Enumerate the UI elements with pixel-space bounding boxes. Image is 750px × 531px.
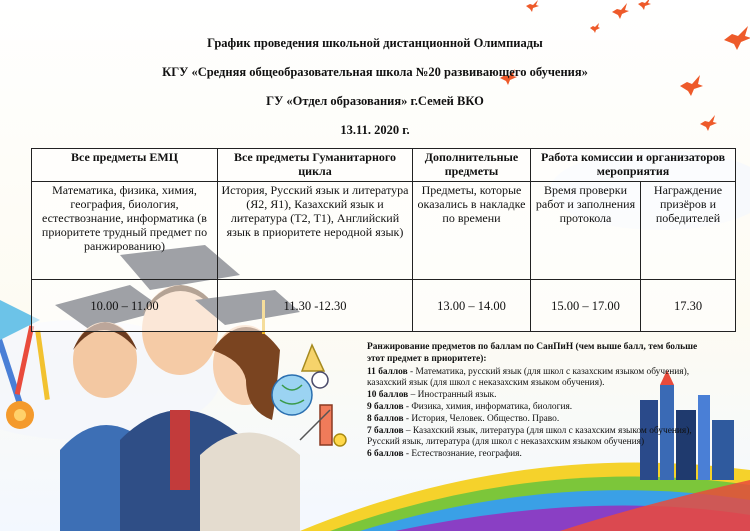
ranking-text: – Казахский язык, литература (для школ с казахским языком обучения), Русский язык, литература (для школ с неказахским языком обучения) <box>367 425 692 448</box>
header-date: 13.11. 2020 г. <box>340 123 410 137</box>
ranking-row <box>367 426 717 450</box>
time-cell: 11.30 -12.30 <box>218 280 413 332</box>
ranking-row <box>367 402 717 414</box>
time-cell: 13.00 – 14.00 <box>413 280 531 332</box>
header-cell-emc: Все предметы ЕМЦ <box>32 149 218 182</box>
ranking-title: Ранжирование предметов по баллам по СанПиН (чем выше балл, тем больше этот предмет в приоритете): <box>367 342 698 364</box>
table-cell: Математика, физика, химия, география, биология, естествознание, информатика (в приоритете трудный предмет по ранжированию) <box>32 182 218 280</box>
time-cell: 10.00 – 11.00 <box>32 280 218 332</box>
ranking-text: – Иностранный язык. <box>408 390 497 401</box>
table-cell: Награждение призёров и победителей <box>641 182 736 280</box>
ranking-row <box>367 449 717 461</box>
ranking-points: 8 баллов <box>367 413 404 424</box>
ranking-points: 7 баллов <box>367 425 404 436</box>
document-header <box>0 36 750 137</box>
ranking-row <box>367 414 717 426</box>
ranking-text: - Естествознание, география. <box>403 449 522 460</box>
ranking-text: - Математика, русский язык (для школ с казахским языком обучения), казахский язык (для школ с неказахским языком обучения). <box>367 366 690 389</box>
header-department: ГУ «Отдел образования» г.Семей ВКО <box>266 94 484 108</box>
ranking-notes <box>367 342 717 461</box>
ranking-points: 11 баллов <box>367 366 408 377</box>
table-cell: История, Русский язык и литература (Я2, Я1), Казахский язык и литература (Т2, Т1), Английский язык в приоритете неродной язык) <box>218 182 413 280</box>
table-cell: Время проверки работ и заполнения протокола <box>531 182 641 280</box>
table-cell: Предметы, которые оказались в накладке по времени <box>413 182 531 280</box>
table-times-row <box>32 280 736 332</box>
table-subjects-row <box>32 182 736 280</box>
ranking-text: - История, Человек. Общество. Право. <box>403 413 560 424</box>
header-title: График проведения школьной дистанционной Олимпиады <box>207 36 543 50</box>
time-cell: 15.00 – 17.00 <box>531 280 641 332</box>
ranking-points: 10 баллов <box>367 390 409 401</box>
header-cell-humanities: Все предметы Гуманитарного цикла <box>218 149 413 182</box>
time-cell: 17.30 <box>641 280 736 332</box>
table-header-row <box>32 149 736 182</box>
ranking-row <box>367 367 717 391</box>
header-cell-commission: Работа комиссии и организаторов мероприятия <box>531 149 736 182</box>
header-cell-additional: Дополнительные предметы <box>413 149 531 182</box>
ranking-points: 6 баллов <box>367 449 404 460</box>
ranking-row <box>367 390 717 402</box>
header-school: КГУ «Средняя общеобразовательная школа №20 развивающего обучения» <box>162 65 588 79</box>
ranking-points: 9 баллов <box>367 401 404 412</box>
schedule-table <box>31 148 736 332</box>
ranking-text: - Физика, химия, информатика, биология. <box>403 401 573 412</box>
